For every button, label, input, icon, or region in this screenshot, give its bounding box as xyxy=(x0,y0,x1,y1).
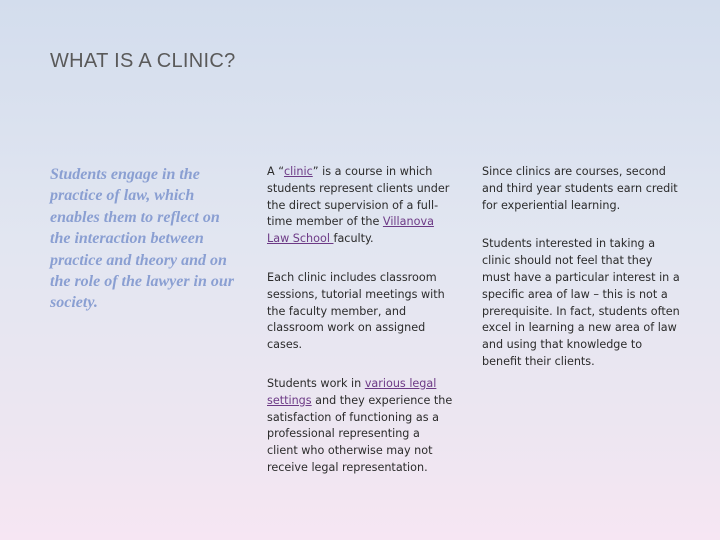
credit-paragraph: Since clinics are courses, second and third year students earn credit for experiential learning. xyxy=(482,165,678,212)
page-title: WHAT IS A CLINIC? xyxy=(50,50,236,72)
p3-after-text: and they experience the satisfaction of functioning as a professional representing a client who otherwise may not receive legal representation. xyxy=(267,393,453,474)
p1-after-text: faculty. xyxy=(333,232,374,246)
clinic-link[interactable]: clinic xyxy=(284,165,313,178)
various-legal-settings-link[interactable]: various legal settings xyxy=(267,376,437,407)
p3-before-text: Students work in xyxy=(267,376,365,390)
middle-column xyxy=(267,164,453,499)
clinic-sessions-paragraph: Each clinic includes classroom sessions, tutorial meetings with the faculty member, and classroom work on assigned cases. xyxy=(267,270,445,352)
p1-before-text: A “ xyxy=(267,165,285,178)
clinic-definition-paragraph xyxy=(267,164,453,248)
villanova-law-school-link[interactable]: Villanova Law School xyxy=(267,215,434,246)
legal-settings-paragraph xyxy=(267,376,453,477)
p1-middle-text: ” is a course in which students represent clients under the direct supervision of a full-time member of the xyxy=(267,165,450,229)
interest-paragraph: Students interested in taking a clinic should not feel that they must have a particular interest in a specific area of law – this is not a prerequisite. In fact, students often excel in learning a new area of law and using that knowledge to benefit their clients. xyxy=(482,237,680,368)
pull-quote: Students engage in the practice of law, which enables them to reflect on the interaction between practice and theory and on the role of the lawyer in our society. xyxy=(50,166,235,312)
right-column xyxy=(482,164,682,393)
